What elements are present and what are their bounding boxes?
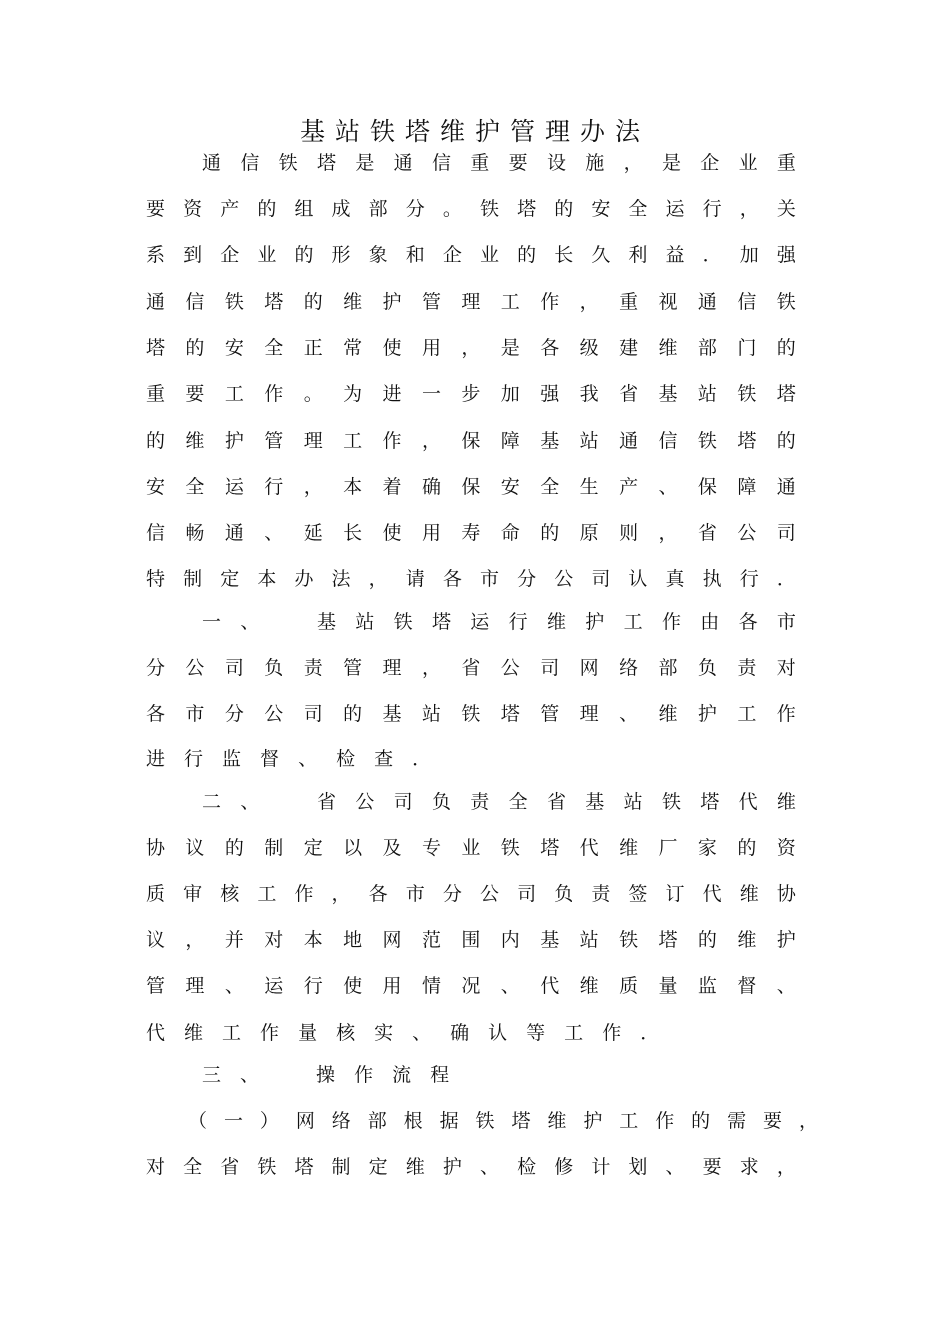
- paragraph-line: 安 全 运 行 ， 本 着 确 保 安 全 生 产 、 保 障 通: [146, 476, 796, 498]
- paragraph-line: 塔 的 安 全 正 常 使 用 ， 是 各 级 建 维 部 门 的: [146, 337, 796, 359]
- paragraph-line: 进 行 监 督 、 检 查 ．: [146, 748, 432, 770]
- paragraph-line: 分 公 司 负 责 管 理 ， 省 公 司 网 络 部 负 责 对: [146, 657, 796, 679]
- paragraph-line: 重 要 工 作 。 为 进 一 步 加 强 我 省 基 站 铁 塔: [146, 383, 796, 405]
- document-title: 基站铁塔维护管理办法: [299, 117, 650, 146]
- paragraph-line: 协 议 的 制 定 以 及 专 业 铁 塔 代 维 厂 家 的 资: [146, 837, 796, 859]
- paragraph-line: 二 、 省 公 司 负 责 全 省 基 站 铁 塔 代 维: [202, 791, 796, 813]
- paragraph-line: 质 审 核 工 作 ， 各 市 分 公 司 负 责 签 订 代 维 协: [146, 883, 796, 905]
- paragraph-line: 特 制 定 本 办 法 ， 请 各 市 分 公 司 认 真 执 行 ．: [146, 568, 796, 590]
- paragraph-line: 通 信 铁 塔 的 维 护 管 理 工 作 ， 重 视 通 信 铁: [146, 291, 796, 313]
- paragraph-line: 信 畅 通 、 延 长 使 用 寿 命 的 原 则 ， 省 公 司: [146, 522, 796, 544]
- paragraph-line: 议 ， 并 对 本 地 网 范 围 内 基 站 铁 塔 的 维 护: [146, 929, 796, 951]
- paragraph-line: 要 资 产 的 组 成 部 分 。 铁 塔 的 安 全 运 行 ， 关: [146, 198, 796, 220]
- paragraph-line: 对 全 省 铁 塔 制 定 维 护 、 检 修 计 划 、 要 求 ，: [146, 1156, 796, 1178]
- paragraph-line: 的 维 护 管 理 工 作 ， 保 障 基 站 通 信 铁 塔 的: [146, 430, 796, 452]
- paragraph-line: 各 市 分 公 司 的 基 站 铁 塔 管 理 、 维 护 工 作: [146, 703, 796, 725]
- paragraph-line: 系 到 企 业 的 形 象 和 企 业 的 长 久 利 益 ． 加 强: [146, 244, 796, 266]
- paragraph-line: 代 维 工 作 量 核 实 、 确 认 等 工 作 ．: [146, 1022, 660, 1044]
- paragraph-line: 管 理 、 运 行 使 用 情 况 、 代 维 质 量 监 督 、: [146, 975, 796, 997]
- paragraph-line: 三 、 操 作 流 程: [202, 1064, 450, 1086]
- paragraph-line: （ 一 ） 网 络 部 根 据 铁 塔 维 护 工 作 的 需 要 ，: [188, 1110, 818, 1132]
- paragraph-line: 一 、 基 站 铁 塔 运 行 维 护 工 作 由 各 市: [202, 611, 796, 633]
- paragraph-line: 通 信 铁 塔 是 通 信 重 要 设 施 ， 是 企 业 重: [202, 152, 796, 174]
